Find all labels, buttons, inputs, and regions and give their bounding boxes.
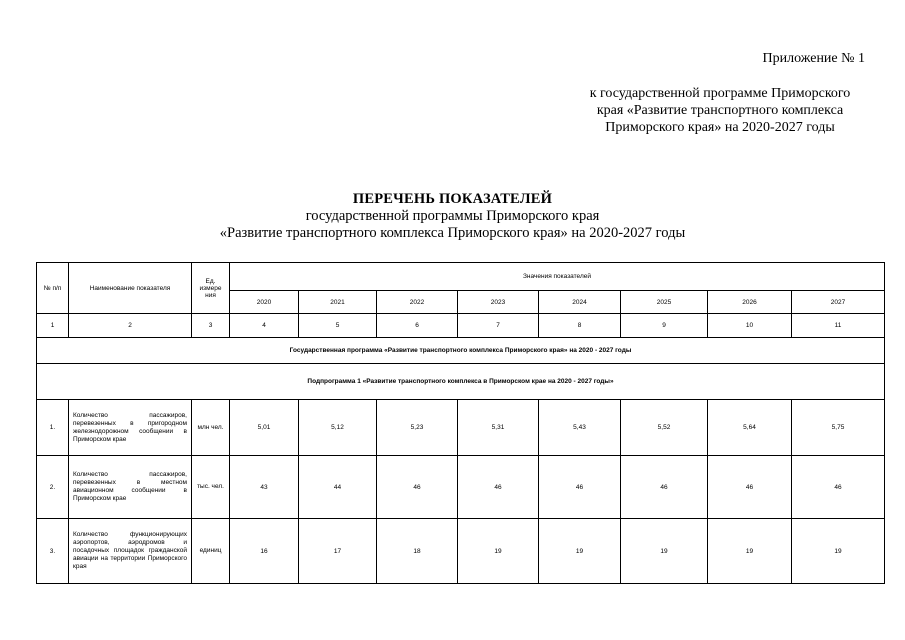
document-title	[0, 190, 905, 242]
row-num: 3.	[37, 519, 69, 584]
value-cell: 46	[458, 456, 539, 519]
value-cell: 19	[539, 519, 621, 584]
appendix-text	[570, 85, 870, 136]
row-num: 2.	[37, 456, 69, 519]
col-number: 4	[230, 314, 299, 338]
value-cell: 46	[708, 456, 792, 519]
header-name: Наименование показателя	[69, 263, 192, 314]
title-line: «Развитие транспортного комплекса Приморского края» на 2020-2027 годы	[219, 225, 686, 241]
indicator-unit: млн чел.	[192, 400, 230, 456]
col-number: 5	[299, 314, 377, 338]
year-cell: 2024	[539, 291, 621, 314]
value-cell: 19	[458, 519, 539, 584]
appendix-number: Приложение № 1	[762, 51, 865, 66]
indicator-name: Количество пассажиров, перевезенных в местном авиационном сообщении в Приморском крае	[69, 456, 192, 519]
table-row	[37, 400, 885, 456]
header-num: № п/п	[37, 263, 69, 314]
value-cell: 16	[230, 519, 299, 584]
header-values: Значения показателей	[230, 263, 885, 291]
year-cell: 2025	[621, 291, 708, 314]
col-number: 6	[377, 314, 458, 338]
col-number: 3	[192, 314, 230, 338]
col-number: 2	[69, 314, 192, 338]
value-cell: 5,64	[708, 400, 792, 456]
title-line: государственной программы Приморского края	[305, 208, 600, 224]
subprogram-title: Подпрограмма 1 «Развитие транспортного комплекса в Приморском крае на 2020 - 2027 годы»	[37, 364, 885, 400]
value-cell: 5,75	[792, 400, 885, 456]
value-cell: 46	[539, 456, 621, 519]
table-row	[37, 456, 885, 519]
value-cell: 17	[299, 519, 377, 584]
year-cell: 2026	[708, 291, 792, 314]
program-row	[37, 338, 885, 364]
year-cell: 2027	[792, 291, 885, 314]
col-number: 10	[708, 314, 792, 338]
value-cell: 43	[230, 456, 299, 519]
value-cell: 46	[792, 456, 885, 519]
value-cell: 5,43	[539, 400, 621, 456]
subprogram-row	[37, 364, 885, 400]
value-cell: 5,52	[621, 400, 708, 456]
row-num: 1.	[37, 400, 69, 456]
appendix-line: края «Развитие транспортного комплекса	[596, 103, 844, 118]
year-cell: 2022	[377, 291, 458, 314]
year-cell: 2021	[299, 291, 377, 314]
indicators-table	[36, 262, 885, 584]
value-cell: 46	[377, 456, 458, 519]
col-number: 1	[37, 314, 69, 338]
column-numbers-row	[37, 314, 885, 338]
value-cell: 5,12	[299, 400, 377, 456]
table-row	[37, 519, 885, 584]
year-cell: 2020	[230, 291, 299, 314]
indicator-name: Количество пассажиров, перевезенных в пригородном железнодорожном сообщении в Приморском крае	[69, 400, 192, 456]
header-unit: Ед. измере ния	[192, 263, 230, 314]
year-cell: 2023	[458, 291, 539, 314]
value-cell: 19	[621, 519, 708, 584]
value-cell: 46	[621, 456, 708, 519]
col-number: 7	[458, 314, 539, 338]
appendix-line: к государственной программе Приморского	[589, 86, 851, 101]
col-number: 8	[539, 314, 621, 338]
value-cell: 44	[299, 456, 377, 519]
value-cell: 5,01	[230, 400, 299, 456]
value-cell: 19	[708, 519, 792, 584]
appendix-line: Приморского края» на 2020-2027 годы	[605, 120, 835, 135]
value-cell: 5,23	[377, 400, 458, 456]
col-number: 9	[621, 314, 708, 338]
value-cell: 5,31	[458, 400, 539, 456]
program-title: Государственная программа «Развитие транспортного комплекса Приморского края» на 2020 - 2027 годы	[37, 338, 885, 364]
col-number: 11	[792, 314, 885, 338]
value-cell: 19	[792, 519, 885, 584]
header-row	[37, 263, 885, 291]
title-main: ПЕРЕЧЕНЬ ПОКАЗАТЕЛЕЙ	[352, 191, 553, 207]
indicator-unit: единиц	[192, 519, 230, 584]
indicator-name: Количество функционирующих аэропортов, аэродромов и посадочных площадок гражданской авиации на территории Приморского края	[69, 519, 192, 584]
value-cell: 18	[377, 519, 458, 584]
indicator-unit: тыс. чел.	[192, 456, 230, 519]
